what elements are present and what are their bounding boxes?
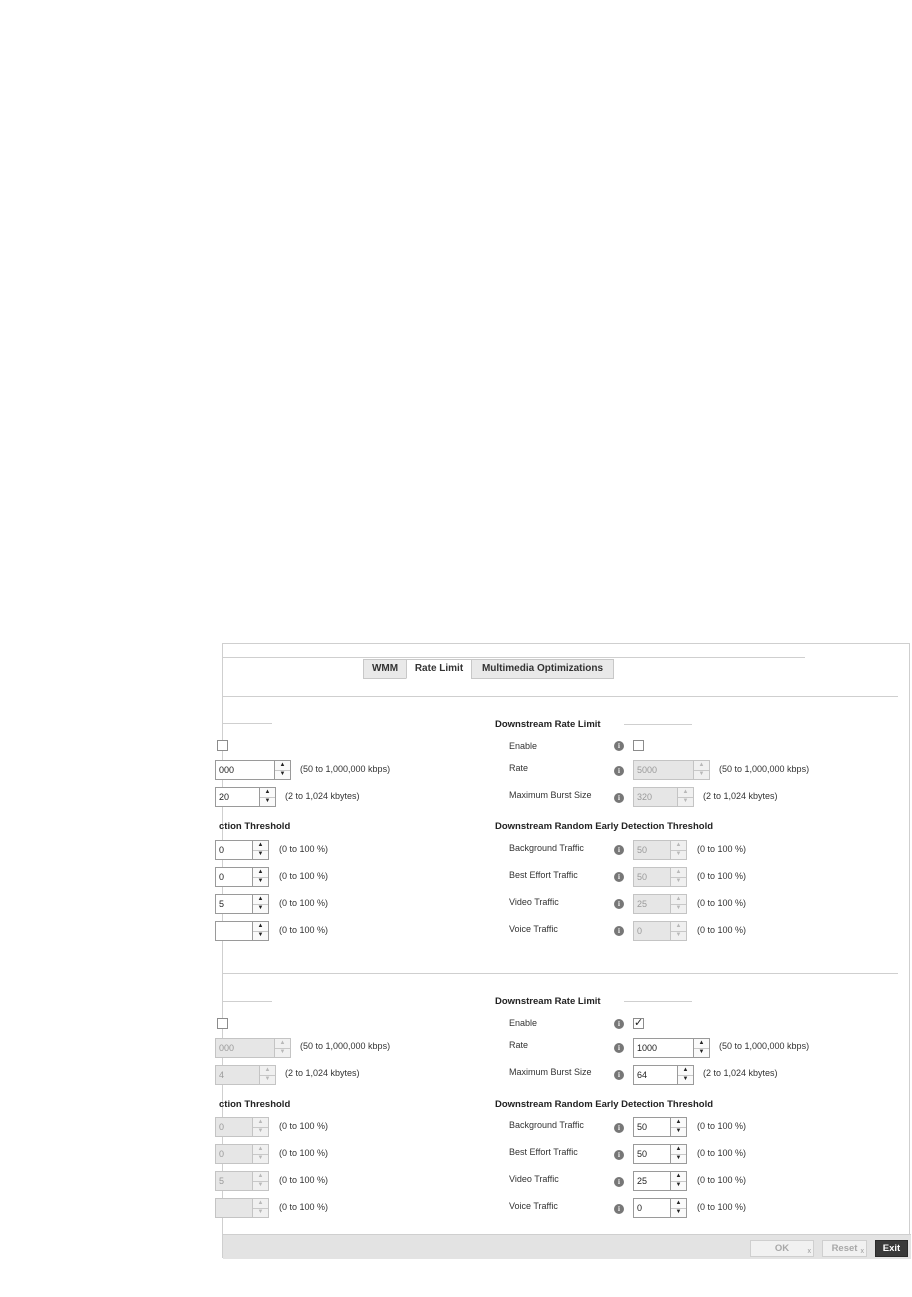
downstream-enable-checkbox[interactable] (633, 1018, 644, 1029)
info-icon[interactable]: i (614, 845, 624, 855)
info-icon[interactable]: i (614, 1123, 624, 1133)
info-icon[interactable]: i (614, 1043, 624, 1053)
downstream-red-video-label: Video Traffic (509, 1174, 559, 1184)
downstream-red-best-effort-arrows[interactable] (670, 867, 687, 887)
downstream-enable-checkbox[interactable] (633, 740, 644, 751)
checkmark-icon: ✓ (634, 1017, 644, 1029)
upstream-red-voice-arrows[interactable] (252, 1198, 269, 1218)
ok-button[interactable] (750, 1240, 814, 1257)
upstream-red-video-arrows[interactable] (252, 1171, 269, 1191)
info-icon[interactable]: i (614, 872, 624, 882)
arrow-up-icon[interactable]: ▲ (253, 1145, 268, 1155)
downstream-red-voice-arrows[interactable] (670, 921, 687, 941)
arrow-down-icon[interactable]: ▼ (279, 1049, 286, 1055)
arrow-up-icon[interactable]: ▲ (671, 1172, 686, 1182)
upstream-rate-hint: (50 to 1,000,000 kbps) (300, 764, 391, 774)
close-icon: x (807, 1248, 811, 1255)
downstream-red-voice-input[interactable]: 0 (633, 921, 671, 941)
tab-multimedia-optimizations[interactable]: Multimedia Optimizations (471, 659, 614, 679)
downstream-red-background-arrows[interactable] (670, 1117, 687, 1137)
downstream-red-best-effort-hint: (0 to 100 %) (697, 871, 747, 881)
downstream-title-line (624, 1001, 692, 1002)
downstream-red-video-label: Video Traffic (509, 897, 559, 907)
downstream-red-background-label: Background Traffic (509, 1120, 584, 1130)
arrow-down-icon[interactable]: ▼ (675, 851, 682, 857)
upstream-enable-checkbox[interactable] (217, 1018, 228, 1029)
arrow-down-icon[interactable]: ▼ (675, 1209, 682, 1215)
downstream-red-background-hint: (0 to 100 %) (697, 844, 747, 854)
upstream-red-best-effort-input[interactable]: 0 (215, 867, 253, 887)
arrow-down-icon[interactable]: ▼ (264, 1076, 271, 1082)
info-icon[interactable]: i (614, 899, 624, 909)
info-icon[interactable]: i (614, 1150, 624, 1160)
arrow-up-icon[interactable]: ▲ (671, 1145, 686, 1155)
downstream-burst-label: Maximum Burst Size (509, 790, 592, 800)
downstream-enable-label: Enable (509, 1018, 538, 1028)
upstream-red-video-arrows[interactable] (252, 894, 269, 914)
upstream-red-background-hint: (0 to 100 %) (279, 1121, 329, 1131)
info-icon[interactable]: i (614, 741, 624, 751)
downstream-red-video-hint: (0 to 100 %) (697, 1175, 747, 1185)
arrow-up-icon[interactable]: ▲ (253, 1118, 268, 1128)
upstream-title-line (223, 1001, 272, 1002)
downstream-burst-arrows[interactable] (677, 787, 694, 807)
upstream-red-best-effort-input[interactable]: 0 (215, 1144, 253, 1164)
upstream-burst-arrows[interactable] (259, 1065, 276, 1085)
arrow-up-icon[interactable]: ▲ (275, 1039, 290, 1049)
downstream-red-video-arrows[interactable] (670, 894, 687, 914)
downstream-red-best-effort-arrows[interactable] (670, 1144, 687, 1164)
upstream-rate-arrows[interactable] (274, 1038, 291, 1058)
arrow-up-icon[interactable]: ▲ (671, 922, 686, 932)
arrow-up-icon[interactable]: ▲ (694, 761, 709, 771)
downstream-red-voice-hint: (0 to 100 %) (697, 925, 747, 935)
downstream-rate-limit-title: Downstream Rate Limit (495, 719, 601, 730)
arrow-up-icon[interactable]: ▲ (678, 788, 693, 798)
downstream-red-voice-label: Voice Traffic (509, 924, 558, 934)
arrow-up-icon[interactable]: ▲ (694, 1039, 709, 1049)
arrow-down-icon[interactable]: ▼ (675, 905, 682, 911)
wlan-qos-policy-panel (219, 643, 910, 1258)
downstream-red-voice-input[interactable]: 0 (633, 1198, 671, 1218)
downstream-burst-hint: (2 to 1,024 kbytes) (703, 1068, 778, 1078)
downstream-burst-label: Maximum Burst Size (509, 1067, 592, 1077)
downstream-burst-hint: (2 to 1,024 kbytes) (703, 791, 778, 801)
downstream-rate-hint: (50 to 1,000,000 kbps) (719, 1041, 810, 1051)
downstream-rate-limit-title: Downstream Rate Limit (495, 996, 601, 1007)
downstream-rate-label: Rate (509, 1040, 529, 1050)
arrow-up-icon[interactable]: ▲ (671, 1199, 686, 1209)
downstream-red-best-effort-input[interactable]: 50 (633, 867, 671, 887)
upstream-red-video-hint: (0 to 100 %) (279, 898, 329, 908)
downstream-red-background-input[interactable]: 50 (633, 1117, 671, 1137)
arrow-up-icon[interactable]: ▲ (671, 895, 686, 905)
downstream-red-video-arrows[interactable] (670, 1171, 687, 1191)
arrow-down-icon[interactable]: ▼ (682, 1076, 689, 1082)
upstream-burst-arrows[interactable] (259, 787, 276, 807)
upstream-red-background-arrows[interactable] (252, 1117, 269, 1137)
downstream-red-best-effort-input[interactable]: 50 (633, 1144, 671, 1164)
downstream-red-video-hint: (0 to 100 %) (697, 898, 747, 908)
upstream-red-video-hint: (0 to 100 %) (279, 1175, 329, 1185)
upstream-rate-input[interactable]: 000 (215, 760, 275, 780)
ok-button-label: OK (774, 1243, 790, 1254)
upstream-red-background-input[interactable]: 0 (215, 1117, 253, 1137)
arrow-up-icon[interactable]: ▲ (253, 841, 268, 851)
upstream-red-title: ction Threshold (219, 1099, 291, 1110)
downstream-enable-label: Enable (509, 741, 538, 751)
arrow-down-icon[interactable]: ▼ (698, 771, 705, 777)
arrow-down-icon[interactable]: ▼ (257, 1182, 264, 1188)
downstream-red-best-effort-hint: (0 to 100 %) (697, 1148, 747, 1158)
tab-strip-line (223, 657, 805, 658)
reset-button[interactable] (822, 1240, 867, 1257)
upstream-red-best-effort-arrows[interactable] (252, 867, 269, 887)
arrow-down-icon[interactable]: ▼ (257, 878, 264, 884)
reset-button-label: Reset (831, 1243, 858, 1254)
downstream-red-title: Downstream Random Early Detection Threshold (495, 1099, 714, 1110)
arrow-down-icon[interactable]: ▼ (675, 1128, 682, 1134)
downstream-red-background-arrows[interactable] (670, 840, 687, 860)
upstream-red-voice-hint: (0 to 100 %) (279, 1202, 329, 1212)
downstream-rate-label: Rate (509, 763, 529, 773)
arrow-up-icon[interactable]: ▲ (253, 922, 268, 932)
arrow-down-icon[interactable]: ▼ (698, 1049, 705, 1055)
upstream-red-background-input[interactable]: 0 (215, 840, 253, 860)
arrow-up-icon[interactable]: ▲ (260, 788, 275, 798)
upstream-red-best-effort-arrows[interactable] (252, 1144, 269, 1164)
upstream-title-line (223, 723, 272, 724)
arrow-down-icon[interactable]: ▼ (279, 771, 286, 777)
downstream-red-background-input[interactable]: 50 (633, 840, 671, 860)
downstream-burst-arrows[interactable] (677, 1065, 694, 1085)
arrow-up-icon[interactable]: ▲ (253, 868, 268, 878)
upstream-red-background-arrows[interactable] (252, 840, 269, 860)
info-icon[interactable]: i (614, 1019, 624, 1029)
downstream-red-video-input[interactable]: 25 (633, 1171, 671, 1191)
upstream-burst-input[interactable]: 20 (215, 787, 260, 807)
downstream-rate-arrows[interactable] (693, 1038, 710, 1058)
tab-rate-limit[interactable]: Rate Limit (406, 659, 472, 679)
info-icon[interactable]: i (614, 926, 624, 936)
arrow-up-icon[interactable]: ▲ (671, 1118, 686, 1128)
downstream-red-voice-label: Voice Traffic (509, 1201, 558, 1211)
arrow-down-icon[interactable]: ▼ (675, 1155, 682, 1161)
arrow-down-icon[interactable]: ▼ (264, 798, 271, 804)
upstream-red-background-hint: (0 to 100 %) (279, 844, 329, 854)
downstream-title-line (624, 724, 692, 725)
arrow-up-icon[interactable]: ▲ (253, 1199, 268, 1209)
downstream-red-title: Downstream Random Early Detection Threshold (495, 821, 714, 832)
upstream-red-voice-arrows[interactable] (252, 921, 269, 941)
downstream-burst-input[interactable]: 320 (633, 787, 678, 807)
upstream-red-video-input[interactable]: 5 (215, 894, 253, 914)
upstream-enable-checkbox[interactable] (217, 740, 228, 751)
upstream-burst-input[interactable]: 4 (215, 1065, 260, 1085)
arrow-down-icon[interactable]: ▼ (675, 1182, 682, 1188)
arrow-down-icon[interactable]: ▼ (257, 905, 264, 911)
arrow-down-icon[interactable]: ▼ (675, 932, 682, 938)
upstream-red-best-effort-hint: (0 to 100 %) (279, 871, 329, 881)
upstream-red-voice-input[interactable] (215, 1198, 253, 1218)
arrow-down-icon[interactable]: ▼ (257, 932, 264, 938)
downstream-red-best-effort-label: Best Effort Traffic (509, 870, 578, 880)
info-icon[interactable]: i (614, 1070, 624, 1080)
arrow-up-icon[interactable]: ▲ (260, 1066, 275, 1076)
downstream-rate-arrows[interactable] (693, 760, 710, 780)
arrow-down-icon[interactable]: ▼ (682, 798, 689, 804)
arrow-down-icon[interactable]: ▼ (257, 1209, 264, 1215)
arrow-down-icon[interactable]: ▼ (257, 1128, 264, 1134)
info-icon[interactable]: i (614, 766, 624, 776)
info-icon[interactable]: i (614, 1177, 624, 1187)
upstream-red-voice-input[interactable] (215, 921, 253, 941)
downstream-rate-input[interactable]: 1000 (633, 1038, 694, 1058)
tab-wmm[interactable]: WMM (363, 659, 407, 679)
upstream-burst-hint: (2 to 1,024 kbytes) (285, 791, 360, 801)
upstream-red-best-effort-hint: (0 to 100 %) (279, 1148, 329, 1158)
info-icon[interactable]: i (614, 1204, 624, 1214)
arrow-up-icon[interactable]: ▲ (671, 868, 686, 878)
section-divider-top (223, 696, 898, 697)
upstream-red-video-input[interactable]: 5 (215, 1171, 253, 1191)
exit-button[interactable]: Exit (875, 1240, 908, 1257)
downstream-red-voice-hint: (0 to 100 %) (697, 1202, 747, 1212)
arrow-up-icon[interactable]: ▲ (671, 841, 686, 851)
info-icon[interactable]: i (614, 793, 624, 803)
button-bar (223, 1234, 911, 1259)
arrow-up-icon[interactable]: ▲ (275, 761, 290, 771)
arrow-up-icon[interactable]: ▲ (678, 1066, 693, 1076)
upstream-rate-hint: (50 to 1,000,000 kbps) (300, 1041, 391, 1051)
arrow-down-icon[interactable]: ▼ (257, 1155, 264, 1161)
close-icon: x (860, 1248, 864, 1255)
downstream-rate-input[interactable]: 5000 (633, 760, 694, 780)
upstream-rate-arrows[interactable] (274, 760, 291, 780)
downstream-red-background-label: Background Traffic (509, 843, 584, 853)
downstream-burst-input[interactable]: 64 (633, 1065, 678, 1085)
upstream-red-voice-hint: (0 to 100 %) (279, 925, 329, 935)
downstream-red-voice-arrows[interactable] (670, 1198, 687, 1218)
downstream-red-video-input[interactable]: 25 (633, 894, 671, 914)
arrow-down-icon[interactable]: ▼ (675, 878, 682, 884)
upstream-rate-input[interactable]: 000 (215, 1038, 275, 1058)
arrow-up-icon[interactable]: ▲ (253, 1172, 268, 1182)
upstream-burst-hint: (2 to 1,024 kbytes) (285, 1068, 360, 1078)
section-divider-middle (223, 973, 898, 974)
arrow-down-icon[interactable]: ▼ (257, 851, 264, 857)
downstream-red-background-hint: (0 to 100 %) (697, 1121, 747, 1131)
downstream-rate-hint: (50 to 1,000,000 kbps) (719, 764, 810, 774)
downstream-red-best-effort-label: Best Effort Traffic (509, 1147, 578, 1157)
arrow-up-icon[interactable]: ▲ (253, 895, 268, 905)
upstream-red-title: ction Threshold (219, 821, 291, 832)
